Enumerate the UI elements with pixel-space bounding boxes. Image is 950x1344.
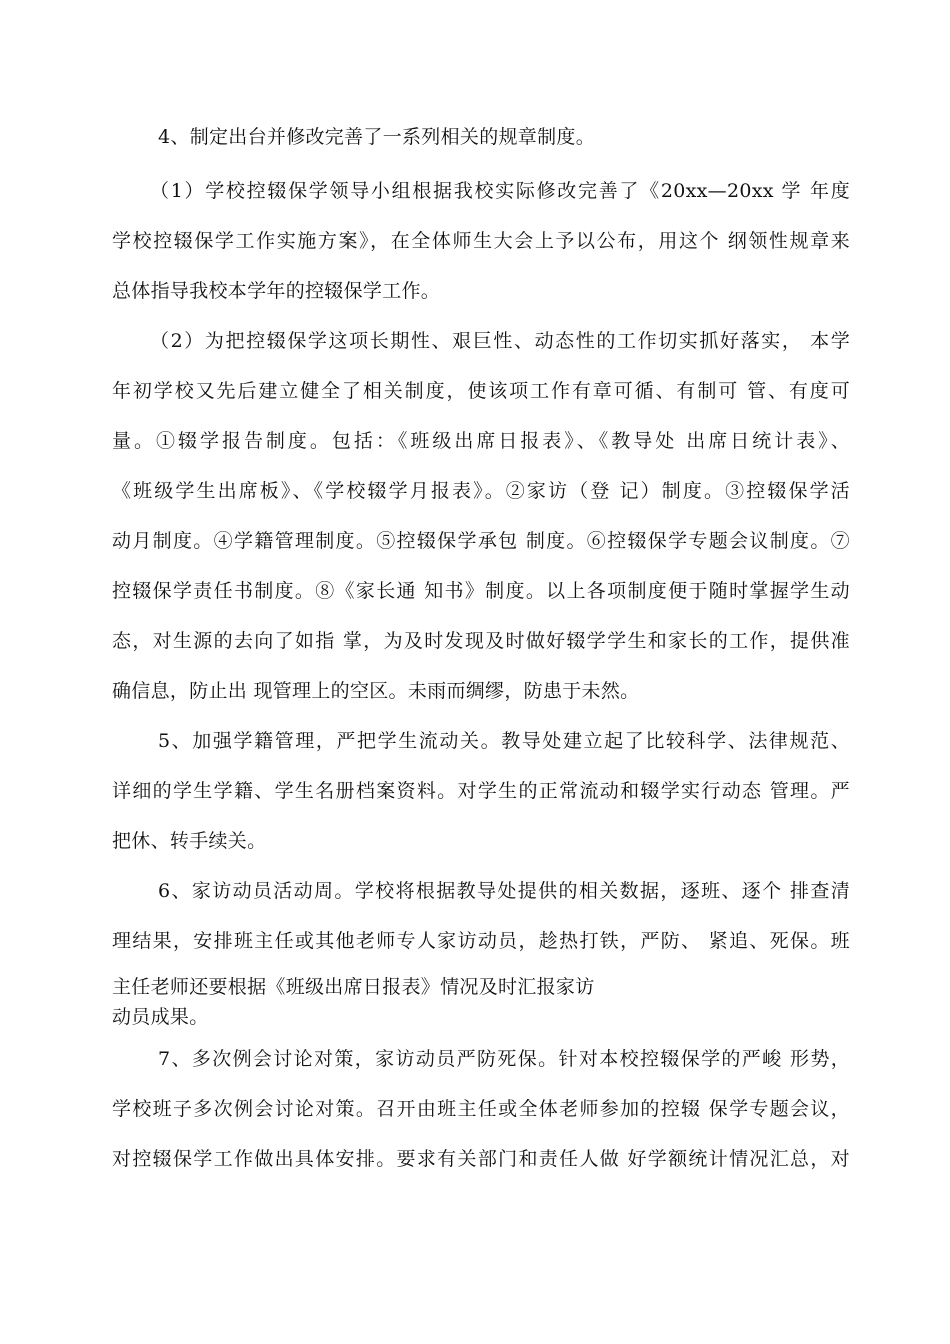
paragraph-6-line-3: 主任老师还要根据《班级出席日报表》情况及时汇报家访 bbox=[112, 976, 595, 998]
paragraph-6-line-4: 动员成果。 bbox=[112, 1006, 209, 1028]
paragraph-7-line-3: 对控辍保学工作做出具体安排。要求有关部门和责任人做 好学额统计情况汇总，对 bbox=[112, 1148, 850, 1170]
paragraph-4-2-line-6: 控辍保学责任书制度。⑧《家长通 知书》制度。以上各项制度便于随时掌握学生动 bbox=[112, 580, 850, 602]
paragraph-4-2-line-1: （2）为把控辍保学这项长期性、艰巨性、动态性的工作切实抓好落实， 本学 bbox=[150, 330, 850, 352]
paragraph-5-line-2: 详细的学生学籍、学生名册档案资料。对学生的正常流动和辍学实行动态 管理。严 bbox=[112, 780, 850, 802]
paragraph-4-2-line-8: 确信息，防止出 现管理上的空区。未雨而绸缪，防患于未然。 bbox=[112, 680, 640, 702]
paragraph-4-2-line-7: 态，对生源的去向了如指 掌，为及时发现及时做好辍学学生和家长的工作，提供准 bbox=[112, 630, 850, 652]
paragraph-4-2-line-3: 量。①辍学报告制度。包括：《班级出席日报表》、《教导处 出席日统计表》、 bbox=[112, 430, 850, 452]
paragraph-4-2-line-2: 年初学校又先后建立健全了相关制度，使该项工作有章可循、有制可 管、有度可 bbox=[112, 380, 850, 402]
paragraph-4-1-line-1: （1）学校控辍保学领导小组根据我校实际修改完善了《20xx—20xx 学 年度 bbox=[150, 180, 850, 202]
paragraph-5-line-1: 5、加强学籍管理，严把学生流动关。教导处建立起了比较科学、法律规范、 bbox=[158, 730, 850, 752]
paragraph-7-line-1: 7、多次例会讨论对策，家访动员严防死保。针对本校控辍保学的严峻 形势， bbox=[158, 1048, 850, 1070]
paragraph-4-2-line-4: 《班级学生出席板》、《学校辍学月报表》。②家访（登 记）制度。③控辍保学活 bbox=[112, 480, 850, 502]
paragraph-6-line-1: 6、家访动员活动周。学校将根据教导处提供的相关数据，逐班、逐个 排查清 bbox=[158, 880, 850, 902]
paragraph-7-line-2: 学校班子多次例会讨论对策。召开由班主任或全体老师参加的控辍 保学专题会议， bbox=[112, 1098, 850, 1120]
paragraph-4-2-line-5: 动月制度。④学籍管理制度。⑤控辍保学承包 制度。⑥控辍保学专题会议制度。⑦ bbox=[112, 530, 850, 552]
paragraph-5-line-3: 把休、转手续关。 bbox=[112, 830, 267, 852]
paragraph-4-line-1: 4、制定出台并修改完善了一系列相关的规章制度。 bbox=[158, 126, 595, 148]
paragraph-4-1-line-3: 总体指导我校本学年的控辍保学工作。 bbox=[112, 280, 441, 302]
paragraph-6-line-2: 理结果，安排班主任或其他老师专人家访动员，趁热打铁，严防、 紧追、死保。班 bbox=[112, 930, 850, 952]
paragraph-4-1-line-2: 学校控辍保学工作实施方案》，在全体师生大会上予以公布，用这个 纲领性规章来 bbox=[112, 230, 850, 252]
